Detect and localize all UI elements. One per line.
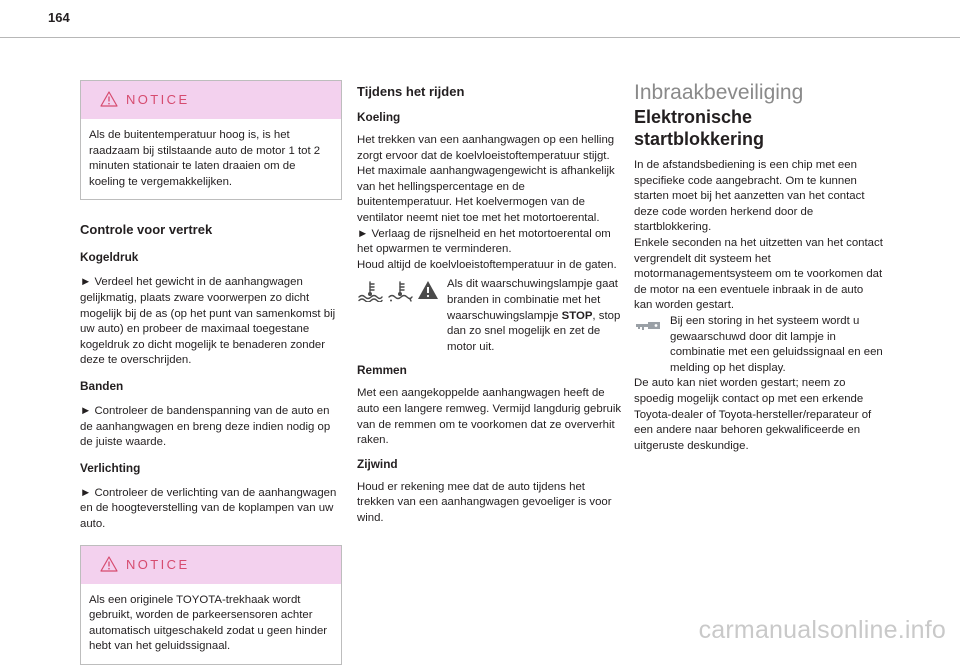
paragraph-startblokkering-3: Bij een storing in het systeem wordt u gewaarschuwd door dit lampje in combinatie met een geluidssignaal en een melding op het display. — [670, 314, 883, 374]
notice-title: NOTICE — [126, 92, 190, 107]
warning-lamps-row — [357, 277, 622, 355]
immobilizer-lamp-row — [634, 314, 884, 376]
paragraph-warning-lamp-text: Als dit waarschuwingslampje gaat branden in combinatie met het waarschuwingslampje STOP, stop dan zo snel mogelijk en zet de motor uit. — [447, 278, 621, 353]
subheading-banden: Banden — [80, 378, 124, 393]
paragraph-remmen: Met een aangekoppelde aanhangwagen heeft de auto een langere remweg. Vermijd langdurig gebruik van de remmen om te voorkomen dat ze oververhit raken. — [357, 387, 622, 447]
section-heading-controle: Controle voor vertrek — [80, 222, 213, 238]
notice-body — [81, 119, 341, 199]
subheading-remmen: Remmen — [357, 363, 407, 378]
warning-lamps — [357, 277, 439, 302]
column-middle — [357, 80, 622, 526]
page-number: 164 — [48, 10, 70, 25]
paragraph-zijwind: Houd er rekening mee dat de auto tijdens het trekken van een aanhangwagen gevoeliger is voor wind. — [357, 480, 612, 524]
immobilizer-lamp — [634, 314, 662, 333]
coolant-temperature-icon — [357, 280, 383, 302]
notice-box-cooling — [80, 80, 342, 200]
coolant-level-icon — [387, 280, 413, 302]
subheading-zijwind: Zijwind — [357, 456, 398, 471]
column-right — [634, 80, 884, 454]
paragraph-startblokkering-1: In de afstandsbediening is een chip met een specifieke code aangebracht. Om te kunnen starten moet bij het aanzetten van het contact deze code worden herkend door de startblokkering. — [634, 159, 865, 234]
notice-header — [81, 546, 341, 584]
notice-header — [81, 81, 341, 119]
paragraph-koeling-1: Het trekken van een aanhangwagen op een helling zorgt ervoor dat de koelvloeistoftemperatuur stijgt. Het maximale aanhangwagengewicht is afhankelijk van het hellingspercentage en de buitentemperatuur. Het koelvermogen van de ventilator neemt niet toe met het motortoerental. — [357, 134, 615, 224]
key-icon — [634, 317, 662, 333]
paragraph-verlichting: ► Controleer de verlichting van de aanhangwagen en de hoogteverstelling van de koplampen van uw auto. — [80, 486, 337, 530]
paragraph-startblokkering-2: Enkele seconden na het uitzetten van het contact vergrendelt dit systeem het motormanagementsysteem om te voorkomen dat de motor na een eventuele inbraak in de auto kan worden gestart. — [634, 236, 883, 312]
section-heading-rijden: Tijdens het rijden — [357, 84, 465, 99]
stop-warning-triangle-icon — [417, 280, 439, 300]
subheading-koeling: Koeling — [357, 110, 401, 124]
notice-text: Als een originele TOYOTA-trekhaak wordt gebruikt, worden de parkeersensoren achter automatisch uitgeschakeld zodat u geen hinder hebt van het geluidssignaal. — [89, 593, 328, 653]
warning-triangle-icon — [100, 91, 118, 107]
chapter-title: Inbraakbeveiliging — [634, 81, 804, 104]
paragraph-koeling-2: ► Verlaag de rijsnelheid en het motortoerental om het opwarmen te verminderen. — [357, 227, 611, 256]
column-left — [80, 80, 342, 665]
paragraph-kogeldruk: ► Verdeel het gewicht in de aanhangwagen gelijkmatig, plaats zware voorwerpen zo dicht mogelijk bij de as (op het punt van samenkomst bij uw auto) en probeer de maximaal toegestane kogeldruk zo dicht mogelijk te benaderen zonder deze te overschrijden. — [80, 276, 336, 367]
warning-triangle-icon — [100, 556, 118, 572]
header-rule — [0, 37, 960, 38]
watermark: carmanualsonline.info — [698, 616, 946, 644]
notice-text: Als de buitentemperatuur hoog is, is het raadzaam bij stilstaande auto de motor 1 tot 2 minuten stationair te laten draaien om de koeling te vergemakkelijken. — [89, 129, 321, 188]
paragraph-banden: ► Controleer de bandenspanning van de auto en de aanhangwagen en breng deze indien nodig op de juiste waarde. — [80, 404, 331, 449]
subheading-verlichting: Verlichting — [80, 460, 141, 475]
paragraph-startblokkering-4: De auto kan niet worden gestart; neem zo spoedig mogelijk contact op met een erkende Toyota-dealer of Toyota-hersteller/reparateur of een andere naar behoren gekwalificeerde en uitgeruste deskundige. — [634, 377, 872, 452]
notice-title: NOTICE — [126, 556, 190, 572]
notice-body — [81, 584, 341, 664]
section-title-startblokkering: Elektronische startblokkering — [634, 107, 765, 149]
notice-box-towbar — [80, 545, 342, 665]
paragraph-koeling-3: Houd altijd de koelvloeistoftemperatuur in de gaten. — [357, 258, 617, 271]
subheading-kogeldruk: Kogeldruk — [80, 250, 139, 265]
